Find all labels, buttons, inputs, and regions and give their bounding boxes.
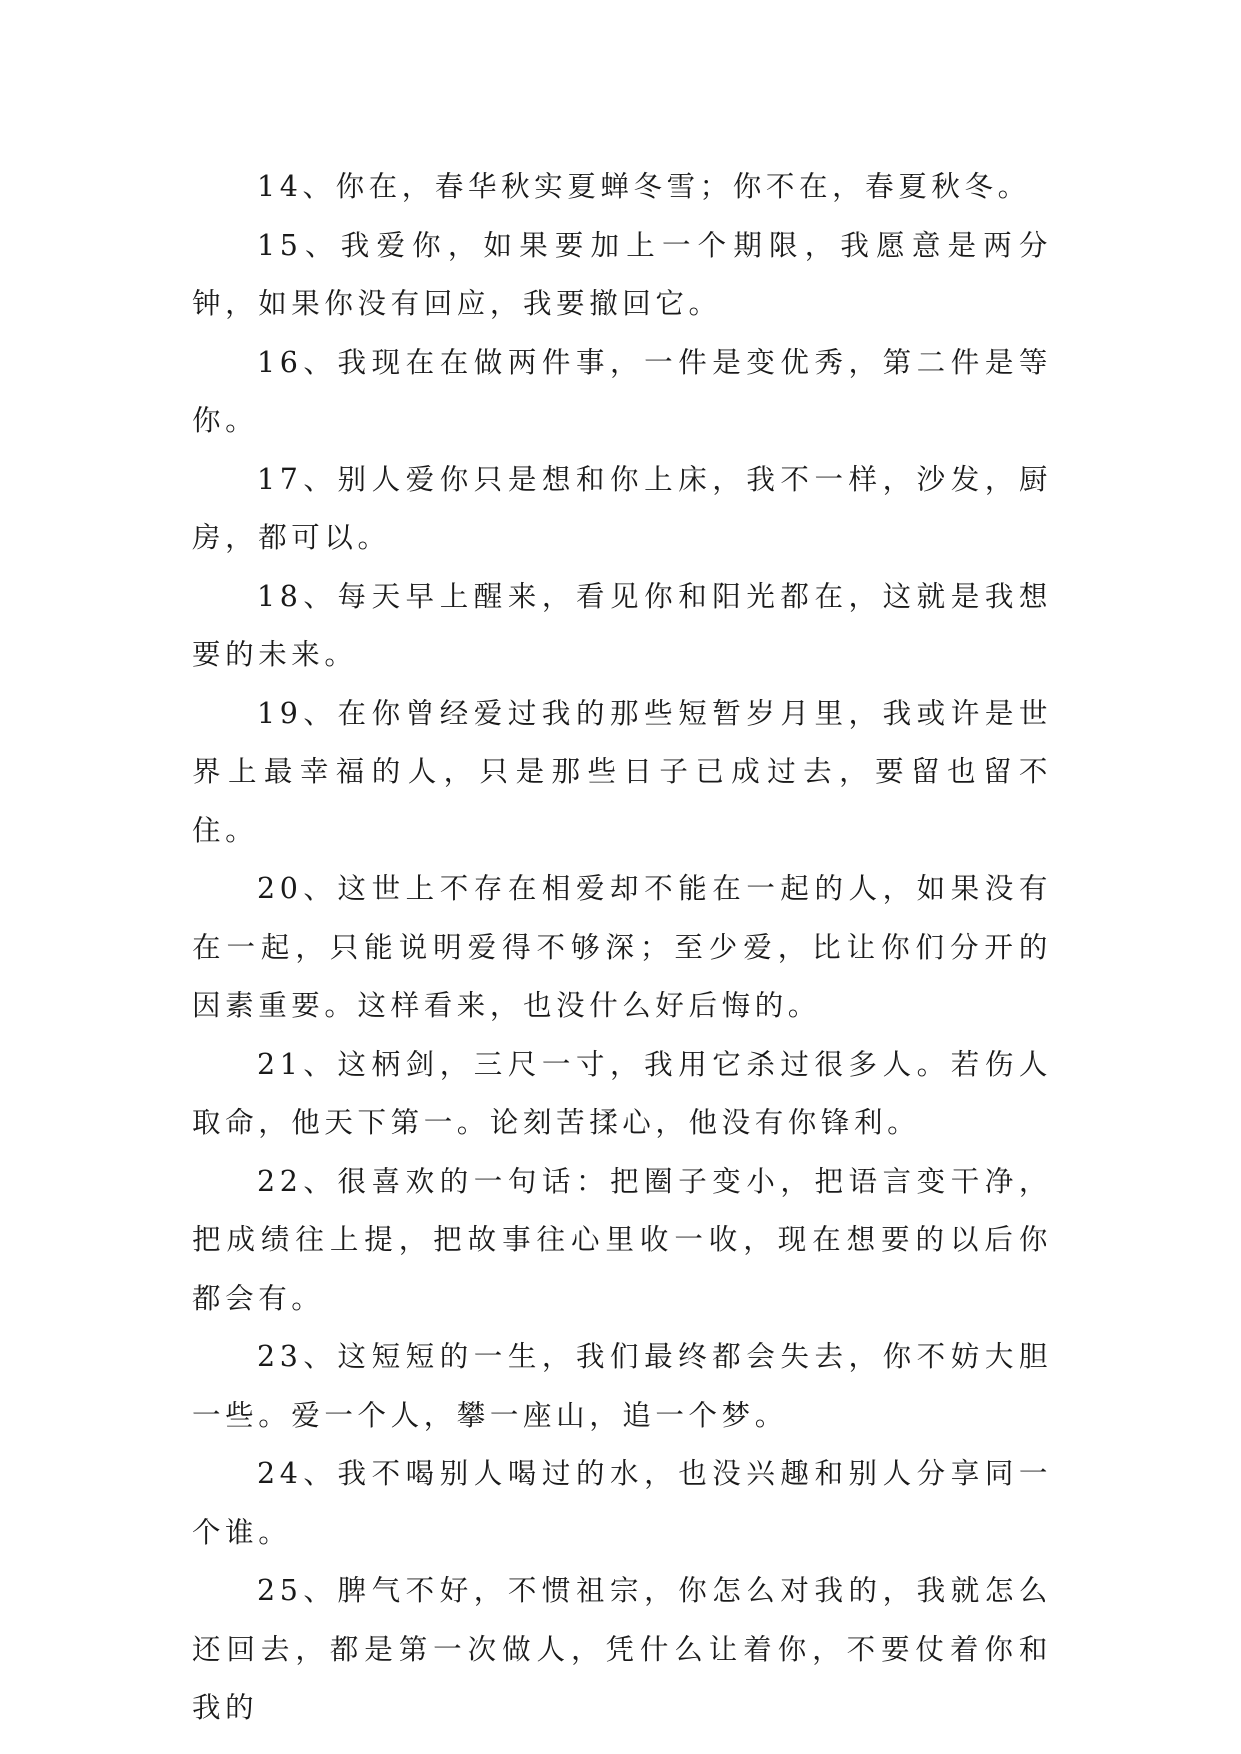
paragraph-24: 24、我不喝别人喝过的水，也没兴趣和别人分享同一个谁。 (192, 1457, 1052, 1549)
paragraph-21: 21、这柄剑，三尺一寸，我用它杀过很多人。若伤人取命，他天下第一。论刻苦揉心，他没有你锋利。 (192, 1047, 1052, 1139)
paragraph-25: 25、脾气不好，不惯祖宗，你怎么对我的，我就怎么还回去，都是第一次做人，凭什么让着你，不要仗着你和我的 (192, 1574, 1052, 1724)
paragraph-23: 23、这短短的一生，我们最终都会失去，你不妨大胆一些。爱一个人，攀一座山，追一个梦。 (192, 1340, 1052, 1432)
document-body (192, 158, 1052, 1738)
paragraph-19: 19、在你曾经爱过我的那些短暂岁月里，我或许是世界上最幸福的人，只是那些日子已成过去，要留也留不住。 (192, 696, 1052, 847)
paragraph-22: 22、很喜欢的一句话：把圈子变小，把语言变干净，把成绩往上提，把故事往心里收一收，现在想要的以后你都会有。 (192, 1164, 1052, 1315)
paragraph-18: 18、每天早上醒来，看见你和阳光都在，这就是我想要的未来。 (192, 579, 1052, 671)
paragraph-17: 17、别人爱你只是想和你上床，我不一样，沙发，厨房，都可以。 (192, 462, 1052, 554)
paragraph-15: 15、我爱你，如果要加上一个期限，我愿意是两分钟，如果你没有回应，我要撤回它。 (192, 228, 1052, 320)
paragraph-20: 20、这世上不存在相爱却不能在一起的人，如果没有在一起，只能说明爱得不够深；至少爱，比让你们分开的因素重要。这样看来，也没什么好后悔的。 (192, 872, 1052, 1022)
paragraph-16: 16、我现在在做两件事，一件是变优秀，第二件是等你。 (192, 345, 1052, 437)
paragraph-14: 14、你在，春华秋实夏蝉冬雪；你不在，春夏秋冬。 (257, 170, 1031, 203)
